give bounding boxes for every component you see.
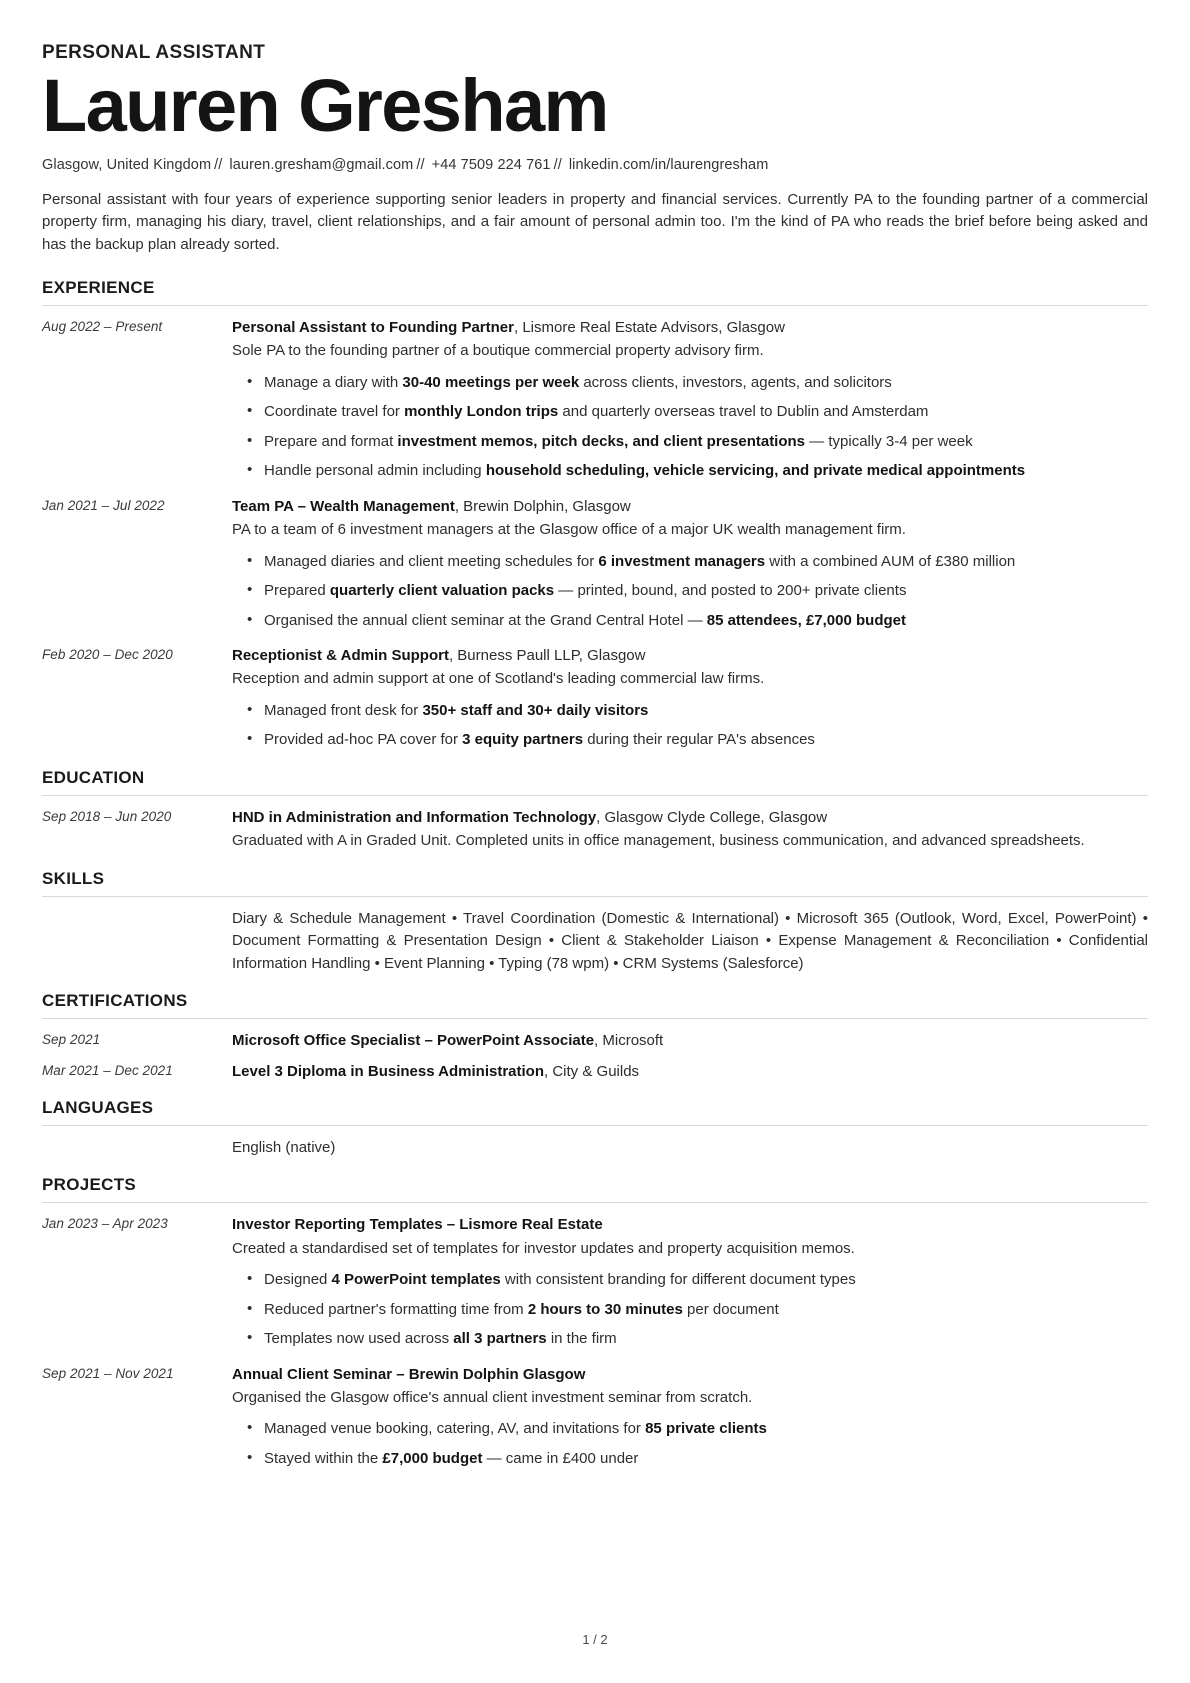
- project-entries: [42, 1214, 1148, 1470]
- bullet-item: • Managed venue booking, catering, AV, and invitations for 85 private clients: [264, 1418, 1148, 1441]
- entry-title: Personal Assistant to Founding Partner, Lismore Real Estate Advisors, Glasgow: [232, 319, 785, 337]
- entry-bullet-list: [232, 551, 1148, 633]
- entry-title: HND in Administration and Information Technology, Glasgow Clyde College, Glasgow: [232, 808, 828, 826]
- experience-entry: [42, 645, 1148, 752]
- entry-title: Level 3 Diploma in Business Administration, City & Guilds: [232, 1062, 640, 1080]
- entry-body: [232, 1214, 1148, 1350]
- section-divider: [42, 1202, 1148, 1203]
- entry-bullet-list: [232, 1269, 1148, 1351]
- bullet-item: • Manage a diary with 30-40 meetings per week across clients, investors, agents, and solicitors: [264, 372, 1148, 395]
- contact-linkedin[interactable]: linkedin.com/in/laurengresham: [568, 156, 769, 173]
- page-footer: 1 / 2: [582, 1632, 608, 1647]
- section-heading-certifications: CERTIFICATIONS: [42, 991, 188, 1011]
- entry-bullet-list: [232, 372, 1148, 483]
- languages-list: English (native): [232, 1138, 336, 1156]
- contact-phone[interactable]: +44 7509 224 761: [431, 156, 551, 173]
- professional-summary: Personal assistant with four years of experience supporting senior leaders in property and financial services. Currently PA to the founding partner of a commercial property firm, managing his diary, travel, client relationships, and a fair amount of personal admin too. I'm the kind of PA who reads the brief before being asked and has the backup plan already sorted.: [42, 190, 1148, 253]
- entry-body: [232, 496, 1148, 632]
- section-languages: [42, 1098, 1148, 1160]
- entry-description: PA to a team of 6 investment managers at the Glasgow office of a major UK wealth management firm.: [232, 521, 906, 539]
- contact-separator-3: //: [553, 156, 562, 173]
- experience-entries: [42, 317, 1148, 752]
- section-divider: [42, 896, 1148, 897]
- entry-date: Feb 2020 – Dec 2020: [42, 647, 173, 663]
- bullet-item: • Templates now used across all 3 partners in the firm: [264, 1328, 1148, 1351]
- section-heading-projects: PROJECTS: [42, 1175, 137, 1195]
- section-experience: [42, 278, 1148, 752]
- experience-entry: [42, 317, 1148, 483]
- section-divider: [42, 305, 1148, 306]
- contact-separator-2: //: [416, 156, 425, 173]
- entry-description: Created a standardised set of templates for investor updates and property acquisition memos.: [232, 1239, 855, 1257]
- entry-description: Organised the Glasgow office's annual client investment seminar from scratch.: [232, 1388, 753, 1406]
- contact-email[interactable]: lauren.gresham@gmail.com: [229, 156, 414, 173]
- contact-separator-1: //: [214, 156, 223, 173]
- candidate-name: Lauren Gresham: [42, 64, 608, 147]
- entry-body: [232, 1030, 1148, 1051]
- entry-body: [232, 807, 1148, 853]
- entry-body: [232, 1061, 1148, 1082]
- bullet-item: • Prepared quarterly client valuation packs — printed, bound, and posted to 200+ private clients: [264, 580, 1148, 603]
- project-entry: [42, 1364, 1148, 1471]
- section-certifications: [42, 991, 1148, 1082]
- entry-date: Sep 2021 – Nov 2021: [42, 1365, 174, 1381]
- job-role-title: PERSONAL ASSISTANT: [42, 42, 266, 63]
- certification-entry: [42, 1061, 1148, 1082]
- entry-title: Investor Reporting Templates – Lismore Real Estate: [232, 1216, 603, 1234]
- languages-block: [42, 1137, 1148, 1160]
- section-heading-experience: EXPERIENCE: [42, 278, 155, 298]
- section-education: [42, 768, 1148, 853]
- experience-entry: [42, 496, 1148, 632]
- languages-date-spacer: [42, 1137, 232, 1139]
- bullet-item: • Designed 4 PowerPoint templates with consistent branding for different document types: [264, 1269, 1148, 1292]
- bullet-item: • Reduced partner's formatting time from 2 hours to 30 minutes per document: [264, 1299, 1148, 1322]
- education-entries: [42, 807, 1148, 853]
- resume-header: [42, 42, 1148, 256]
- entry-title: Microsoft Office Specialist – PowerPoint Associate, Microsoft: [232, 1032, 664, 1050]
- bullet-item: • Organised the annual client seminar at the Grand Central Hotel — 85 attendees, £7,000 budget: [264, 610, 1148, 633]
- bullet-item: • Managed front desk for 350+ staff and 30+ daily visitors: [264, 700, 1148, 723]
- contact-location: Glasgow, United Kingdom: [42, 156, 212, 173]
- entry-body: [232, 317, 1148, 483]
- section-heading-education: EDUCATION: [42, 767, 145, 787]
- entry-description: Reception and admin support at one of Scotland's leading commercial law firms.: [232, 670, 765, 688]
- entry-date: Jan 2021 – Jul 2022: [42, 497, 165, 513]
- entry-date: Mar 2021 – Dec 2021: [42, 1062, 173, 1078]
- bullet-item: • Handle personal admin including household scheduling, vehicle servicing, and private medical appointments: [264, 460, 1148, 483]
- entry-title: Annual Client Seminar – Brewin Dolphin Glasgow: [232, 1365, 586, 1383]
- education-entry: [42, 807, 1148, 853]
- certification-entry: [42, 1030, 1148, 1051]
- section-projects: [42, 1175, 1148, 1470]
- contact-line: [42, 157, 1148, 173]
- skills-date-spacer: [42, 908, 232, 910]
- entry-body: [232, 645, 1148, 752]
- bullet-item: • Coordinate travel for monthly London trips and quarterly overseas travel to Dublin and Amsterdam: [264, 401, 1148, 424]
- entry-date: Aug 2022 – Present: [42, 319, 163, 335]
- skills-list: Diary & Schedule Management • Travel Coordination (Domestic & International) • Microsoft 365 (Outlook, Word, Excel, PowerPoint) • Document Formatting & Presentation Design • Client & Stakeholder Liaison • Expense Management & Reconciliation • Confidential Information Handling • Event Planning • Typing (78 wpm) • CRM Systems (Salesforce): [232, 909, 1148, 972]
- entry-title: Team PA – Wealth Management, Brewin Dolphin, Glasgow: [232, 497, 631, 515]
- bullet-item: • Prepare and format investment memos, pitch decks, and client presentations — typically 3-4 per week: [264, 431, 1148, 454]
- entry-body: [232, 1364, 1148, 1471]
- section-divider: [42, 795, 1148, 796]
- entry-bullet-list: [232, 1418, 1148, 1470]
- entry-bullet-list: [232, 700, 1148, 752]
- certification-entries: [42, 1030, 1148, 1082]
- section-heading-skills: SKILLS: [42, 868, 105, 888]
- section-divider: [42, 1125, 1148, 1126]
- entry-description: Sole PA to the founding partner of a boutique commercial property advisory firm.: [232, 342, 764, 360]
- section-heading-languages: LANGUAGES: [42, 1097, 154, 1117]
- entry-date: Sep 2021: [42, 1032, 101, 1048]
- bullet-item: • Managed diaries and client meeting schedules for 6 investment managers with a combined AUM of £380 million: [264, 551, 1148, 574]
- entry-title: Receptionist & Admin Support, Burness Paull LLP, Glasgow: [232, 647, 646, 665]
- section-divider: [42, 1018, 1148, 1019]
- bullet-item: • Stayed within the £7,000 budget — came in £400 under: [264, 1448, 1148, 1471]
- entry-date: Jan 2023 – Apr 2023: [42, 1216, 168, 1232]
- entry-description: Graduated with A in Graded Unit. Completed units in office management, business communication, and advanced spreadsheets.: [232, 832, 1085, 850]
- section-skills: [42, 869, 1148, 976]
- entry-date: Sep 2018 – Jun 2020: [42, 808, 172, 824]
- skills-block: [42, 908, 1148, 976]
- project-entry: [42, 1214, 1148, 1350]
- bullet-item: • Provided ad-hoc PA cover for 3 equity partners during their regular PA's absences: [264, 729, 1148, 752]
